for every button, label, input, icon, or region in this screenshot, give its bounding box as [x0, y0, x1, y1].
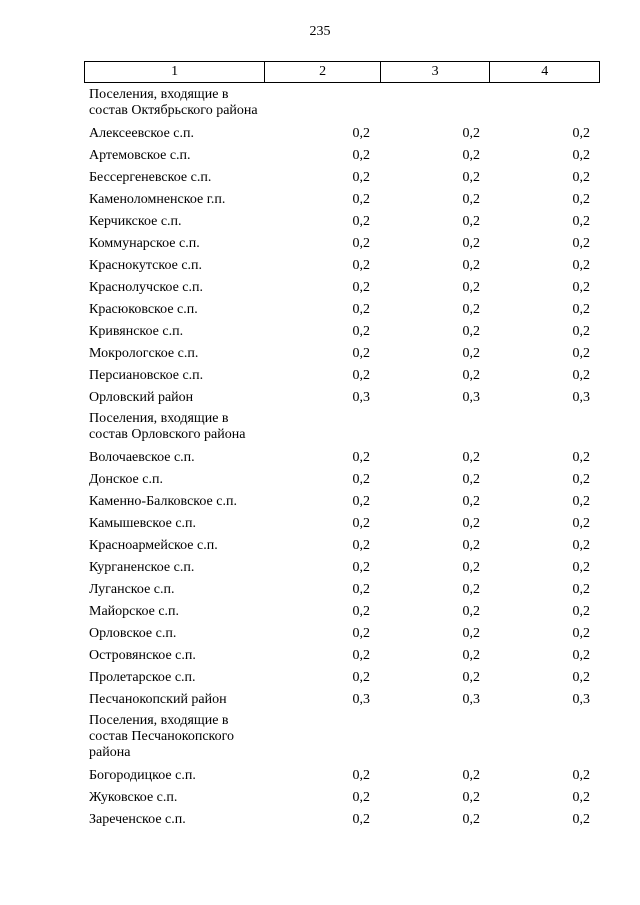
settlement-name: Мокрологское с.п.	[89, 346, 199, 361]
table-row	[84, 367, 600, 389]
table-row	[84, 125, 600, 147]
value-cell-col-2: 0,2	[352, 538, 370, 553]
table-row	[84, 147, 600, 169]
settlement-name: Каменоломненское г.п.	[89, 192, 226, 207]
value-cell-col-2: 0,2	[352, 626, 370, 641]
value-cell-col-4: 0,2	[572, 768, 590, 783]
value-cell-col-2: 0,2	[352, 126, 370, 141]
value-cell-col-2: 0,2	[352, 346, 370, 361]
value-cell-col-4: 0,2	[572, 148, 590, 163]
table-header-row	[84, 61, 600, 83]
settlement-name: Красноармейское с.п.	[89, 538, 218, 553]
value-cell-col-2: 0,2	[352, 516, 370, 531]
table-group-row	[84, 411, 600, 449]
value-cell-col-2: 0,2	[352, 258, 370, 273]
value-cell-col-3: 0,2	[462, 494, 480, 509]
value-cell-col-3: 0,2	[462, 450, 480, 465]
table-row	[84, 257, 600, 279]
value-cell-col-3: 0,2	[462, 648, 480, 663]
value-cell-col-2: 0,2	[352, 604, 370, 619]
table-row	[84, 767, 600, 789]
column-header-3: 3	[380, 62, 490, 82]
settlement-name: Краснокутское с.п.	[89, 258, 203, 273]
value-cell-col-4: 0,2	[572, 280, 590, 295]
value-cell-col-2: 0,2	[352, 670, 370, 685]
table-row	[84, 537, 600, 559]
value-cell-col-2: 0,2	[352, 236, 370, 251]
value-cell-col-4: 0,2	[572, 302, 590, 317]
settlement-name: Кривянское с.п.	[89, 324, 184, 339]
value-cell-col-2: 0,2	[352, 450, 370, 465]
table-row	[84, 323, 600, 345]
value-cell-col-2: 0,2	[352, 302, 370, 317]
settlement-name: Камышевское с.п.	[89, 516, 197, 531]
value-cell-col-2: 0,2	[352, 368, 370, 383]
value-cell-col-2: 0,3	[352, 692, 370, 707]
value-cell-col-4: 0,2	[572, 670, 590, 685]
table-row	[84, 691, 600, 713]
value-cell-col-4: 0,2	[572, 126, 590, 141]
value-cell-col-4: 0,2	[572, 450, 590, 465]
table-row	[84, 603, 600, 625]
value-cell-col-3: 0,2	[462, 368, 480, 383]
group-heading: Поселения, входящие в состав Октябрьского района	[89, 87, 258, 118]
document-table	[84, 61, 600, 833]
table-row	[84, 471, 600, 493]
value-cell-col-4: 0,2	[572, 494, 590, 509]
value-cell-col-4: 0,2	[572, 346, 590, 361]
table-row	[84, 625, 600, 647]
table-row	[84, 389, 600, 411]
table-row	[84, 345, 600, 367]
value-cell-col-4: 0,2	[572, 516, 590, 531]
value-cell-col-3: 0,2	[462, 812, 480, 827]
table-row	[84, 191, 600, 213]
value-cell-col-4: 0,3	[572, 692, 590, 707]
table-row	[84, 279, 600, 301]
value-cell-col-3: 0,2	[462, 258, 480, 273]
table-row	[84, 789, 600, 811]
group-heading: Поселения, входящие в состав Песчанокопского района	[89, 713, 235, 760]
settlement-name: Луганское с.п.	[89, 582, 175, 597]
table-row	[84, 493, 600, 515]
value-cell-col-4: 0,2	[572, 214, 590, 229]
table-body	[84, 87, 600, 833]
page-number: 235	[309, 24, 331, 39]
value-cell-col-4: 0,2	[572, 812, 590, 827]
value-cell-col-3: 0,2	[462, 280, 480, 295]
value-cell-col-3: 0,2	[462, 538, 480, 553]
value-cell-col-2: 0,2	[352, 812, 370, 827]
settlement-name: Персиановское с.п.	[89, 368, 204, 383]
value-cell-col-4: 0,2	[572, 626, 590, 641]
value-cell-col-2: 0,2	[352, 494, 370, 509]
value-cell-col-3: 0,2	[462, 472, 480, 487]
value-cell-col-3: 0,2	[462, 302, 480, 317]
settlement-name: Коммунарское с.п.	[89, 236, 200, 251]
value-cell-col-4: 0,2	[572, 648, 590, 663]
value-cell-col-3: 0,2	[462, 604, 480, 619]
value-cell-col-4: 0,2	[572, 560, 590, 575]
value-cell-col-4: 0,2	[572, 192, 590, 207]
value-cell-col-4: 0,2	[572, 236, 590, 251]
settlement-name: Песчанокопский район	[89, 692, 227, 707]
value-cell-col-2: 0,2	[352, 768, 370, 783]
settlement-name: Красюковское с.п.	[89, 302, 198, 317]
value-cell-col-4: 0,3	[572, 390, 590, 405]
table-row	[84, 811, 600, 833]
table-row	[84, 449, 600, 471]
value-cell-col-3: 0,3	[462, 390, 480, 405]
settlement-name: Островянское с.п.	[89, 648, 196, 663]
value-cell-col-3: 0,2	[462, 346, 480, 361]
group-heading: Поселения, входящие в состав Орловского района	[89, 411, 246, 442]
table-row	[84, 647, 600, 669]
value-cell-col-2: 0,2	[352, 170, 370, 185]
value-cell-col-4: 0,2	[572, 538, 590, 553]
value-cell-col-3: 0,3	[462, 692, 480, 707]
value-cell-col-2: 0,2	[352, 560, 370, 575]
value-cell-col-2: 0,2	[352, 790, 370, 805]
settlement-name: Керчикское с.п.	[89, 214, 182, 229]
settlement-name: Майорское с.п.	[89, 604, 180, 619]
settlement-name: Курганенское с.п.	[89, 560, 195, 575]
table-group-row	[84, 87, 600, 125]
value-cell-col-2: 0,2	[352, 648, 370, 663]
table-row	[84, 301, 600, 323]
column-header-4: 4	[489, 62, 599, 82]
value-cell-col-2: 0,2	[352, 280, 370, 295]
settlement-name: Богородицкое с.п.	[89, 768, 196, 783]
value-cell-col-4: 0,2	[572, 582, 590, 597]
value-cell-col-4: 0,2	[572, 604, 590, 619]
settlement-name: Жуковское с.п.	[89, 790, 178, 805]
value-cell-col-2: 0,2	[352, 148, 370, 163]
value-cell-col-4: 0,2	[572, 170, 590, 185]
value-cell-col-2: 0,2	[352, 214, 370, 229]
settlement-name: Орловский район	[89, 390, 194, 405]
table-group-row	[84, 713, 600, 767]
settlement-name: Пролетарское с.п.	[89, 670, 196, 685]
table-row	[84, 669, 600, 691]
value-cell-col-4: 0,2	[572, 790, 590, 805]
value-cell-col-2: 0,2	[352, 582, 370, 597]
value-cell-col-3: 0,2	[462, 582, 480, 597]
value-cell-col-3: 0,2	[462, 214, 480, 229]
table-row	[84, 169, 600, 191]
settlement-name: Алексеевское с.п.	[89, 126, 194, 141]
value-cell-col-3: 0,2	[462, 670, 480, 685]
value-cell-col-3: 0,2	[462, 236, 480, 251]
value-cell-col-3: 0,2	[462, 790, 480, 805]
column-header-1: 1	[171, 64, 179, 79]
value-cell-col-3: 0,2	[462, 126, 480, 141]
settlement-name: Бессергеневское с.п.	[89, 170, 212, 185]
value-cell-col-3: 0,2	[462, 192, 480, 207]
value-cell-col-2: 0,3	[352, 390, 370, 405]
value-cell-col-3: 0,2	[462, 768, 480, 783]
value-cell-col-2: 0,2	[352, 324, 370, 339]
settlement-name: Донское с.п.	[89, 472, 163, 487]
value-cell-col-3: 0,2	[462, 516, 480, 531]
value-cell-col-4: 0,2	[572, 324, 590, 339]
value-cell-col-2: 0,2	[352, 192, 370, 207]
value-cell-col-3: 0,2	[462, 560, 480, 575]
value-cell-col-4: 0,2	[572, 368, 590, 383]
value-cell-col-4: 0,2	[572, 258, 590, 273]
settlement-name: Зареченское с.п.	[89, 812, 186, 827]
table-row	[84, 559, 600, 581]
settlement-name: Каменно-Балковское с.п.	[89, 494, 237, 509]
settlement-name: Краснолучское с.п.	[89, 280, 203, 295]
table-row	[84, 581, 600, 603]
value-cell-col-3: 0,2	[462, 626, 480, 641]
table-row	[84, 235, 600, 257]
settlement-name: Орловское с.п.	[89, 626, 177, 641]
settlement-name: Волочаевское с.п.	[89, 450, 195, 465]
value-cell-col-3: 0,2	[462, 148, 480, 163]
settlement-name: Артемовское с.п.	[89, 148, 191, 163]
column-header-2: 2	[264, 62, 380, 82]
value-cell-col-3: 0,2	[462, 324, 480, 339]
table-row	[84, 515, 600, 537]
value-cell-col-3: 0,2	[462, 170, 480, 185]
value-cell-col-4: 0,2	[572, 472, 590, 487]
table-row	[84, 213, 600, 235]
value-cell-col-2: 0,2	[352, 472, 370, 487]
